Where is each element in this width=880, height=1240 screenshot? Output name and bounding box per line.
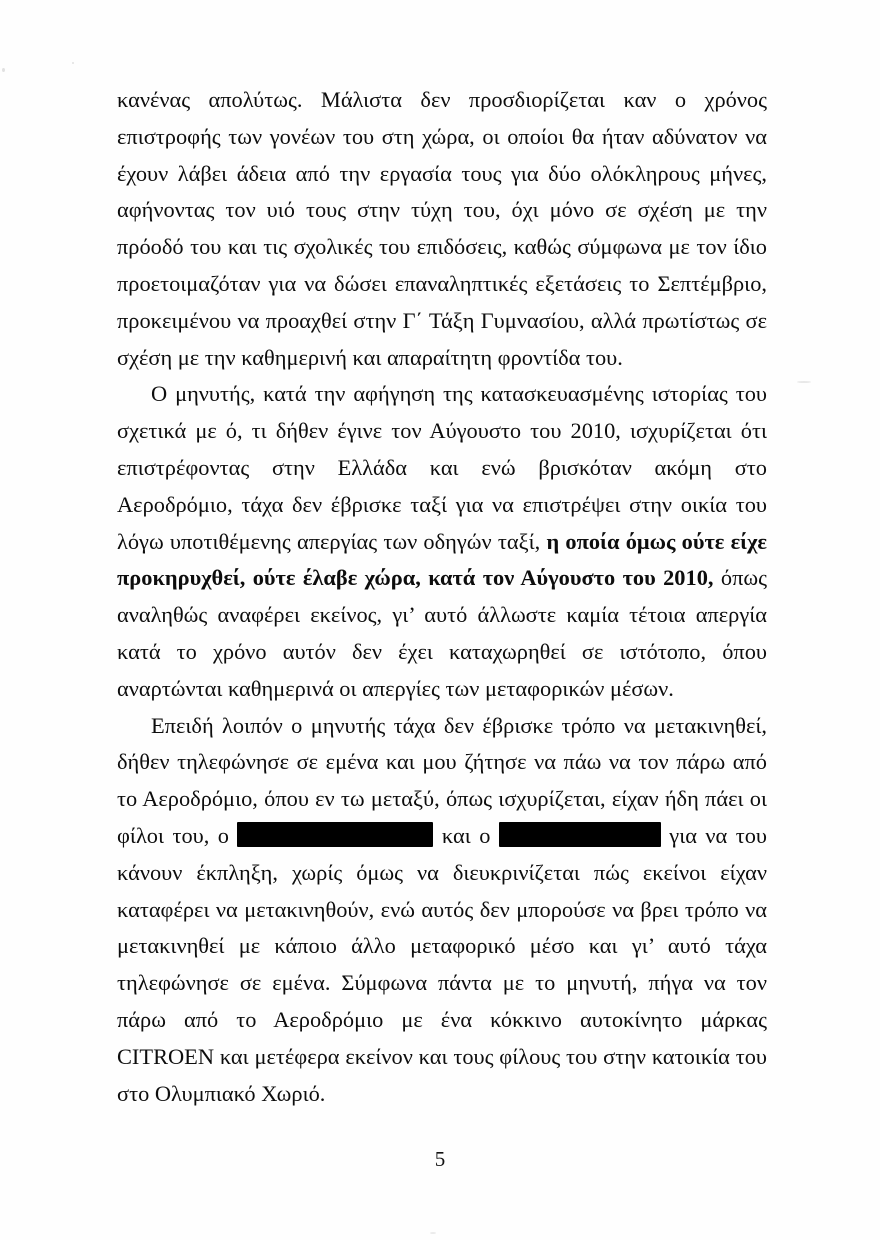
text-run: κανένας απολύτως. Μάλιστα δεν προσδιορίζεται καν ο χρόνος επιστροφής των γονέων του στη χώρα, οι οποίοι θα ήταν αδύνατον να έχουν λάβει άδεια από την εργασία τους για δύο ολόκληρους μήνες, αφήνοντας τον υιό τους στην τύχη του, όχι μόνο σε σχέση με την πρόοδό του και τις σχολικές του επιδόσεις, καθώς σύμφωνα με τον ίδιο προετοιμαζόταν για να δώσει επαναληπτικές εξετάσεις το Σεπτέμβριο, προκειμένου να προαχθεί στην Γ΄ Τάξη Γυμνασίου, αλλά πρωτίστως σε σχέση με την καθημερινή και απαραίτητη φροντίδα του. bbox=[117, 87, 767, 370]
text-run: όπως αναληθώς αναφέρει εκείνος, γι’ αυτό άλλωστε καμία τέτοια απεργία κατά το χρόνο αυτόν δεν έχει καταχωρηθεί σε ιστότοπο, όπου αναρτώνται καθημερινά οι απεργίες των μεταφορικών μέσων. bbox=[117, 565, 768, 701]
paragraph bbox=[117, 708, 767, 1113]
redaction-bar bbox=[237, 822, 433, 847]
text-run: για να του κάνουν έκπληξη, χωρίς όμως να διευκρινίζεται πώς εκείνοι είχαν καταφέρει να μετακινηθούν, ενώ αυτός δεν μπορούσε να βρει τρόπο να μετακινηθεί με κάποιο άλλο μεταφορικό μέσο και γι’ αυτό τάχα τηλεφώνησε σε εμένα. Σύμφωνα πάντα με το μηνυτή, πήγα να τον πάρω από το Αεροδρόμιο με ένα κόκκινο αυτοκίνητο μάρκας CITROEN και μετέφερα εκείνον και τους φίλους του στην κατοικία του στο Ολυμπιακό Χωριό. bbox=[117, 822, 767, 1106]
text-run: και ο bbox=[433, 822, 499, 848]
scan-artifact-speck bbox=[72, 62, 74, 64]
text-run: Ο μηνυτής, κατά την αφήγηση της κατασκευασμένης ιστορίας του σχετικά με ό, τι δήθεν έγινε τον Αύγουστο του 2010, ισχυρίζεται ότι επιστρέφοντας στην Ελλάδα και ενώ βρισκόταν ακόμη στο Αεροδρόμιο, τάχα δεν έβρισκε ταξί για να επιστρέψει στην οικία του λόγω υποτιθέμενης απεργίας των οδηγών ταξί, bbox=[117, 381, 767, 554]
emphasized-text-run: η οποία όμως ούτε είχε προκηρυχθεί, ούτε έλαβε χώρα, κατά τον Αύγουστο του 2010, bbox=[117, 528, 767, 591]
scan-artifact-speck bbox=[430, 1232, 436, 1234]
scan-artifact-speck bbox=[2, 68, 5, 72]
paragraph bbox=[117, 82, 767, 376]
page-number: 5 bbox=[434, 1147, 446, 1171]
document-body bbox=[117, 82, 767, 1112]
redaction-bar bbox=[499, 822, 661, 847]
scan-artifact-speck bbox=[797, 381, 811, 383]
text-run: Επειδή λοιπόν ο μηνυτής τάχα δεν έβρισκε τρόπο να μετακινηθεί, δήθεν τηλεφώνησε σε εμένα και μου ζήτησε να πάω να τον πάρω από το Αεροδρόμιο, όπου εν τω μεταξύ, όπως ισχυρίζεται, είχαν ήδη πάει οι φίλοι του, ο bbox=[117, 712, 767, 848]
paragraph bbox=[117, 376, 767, 707]
